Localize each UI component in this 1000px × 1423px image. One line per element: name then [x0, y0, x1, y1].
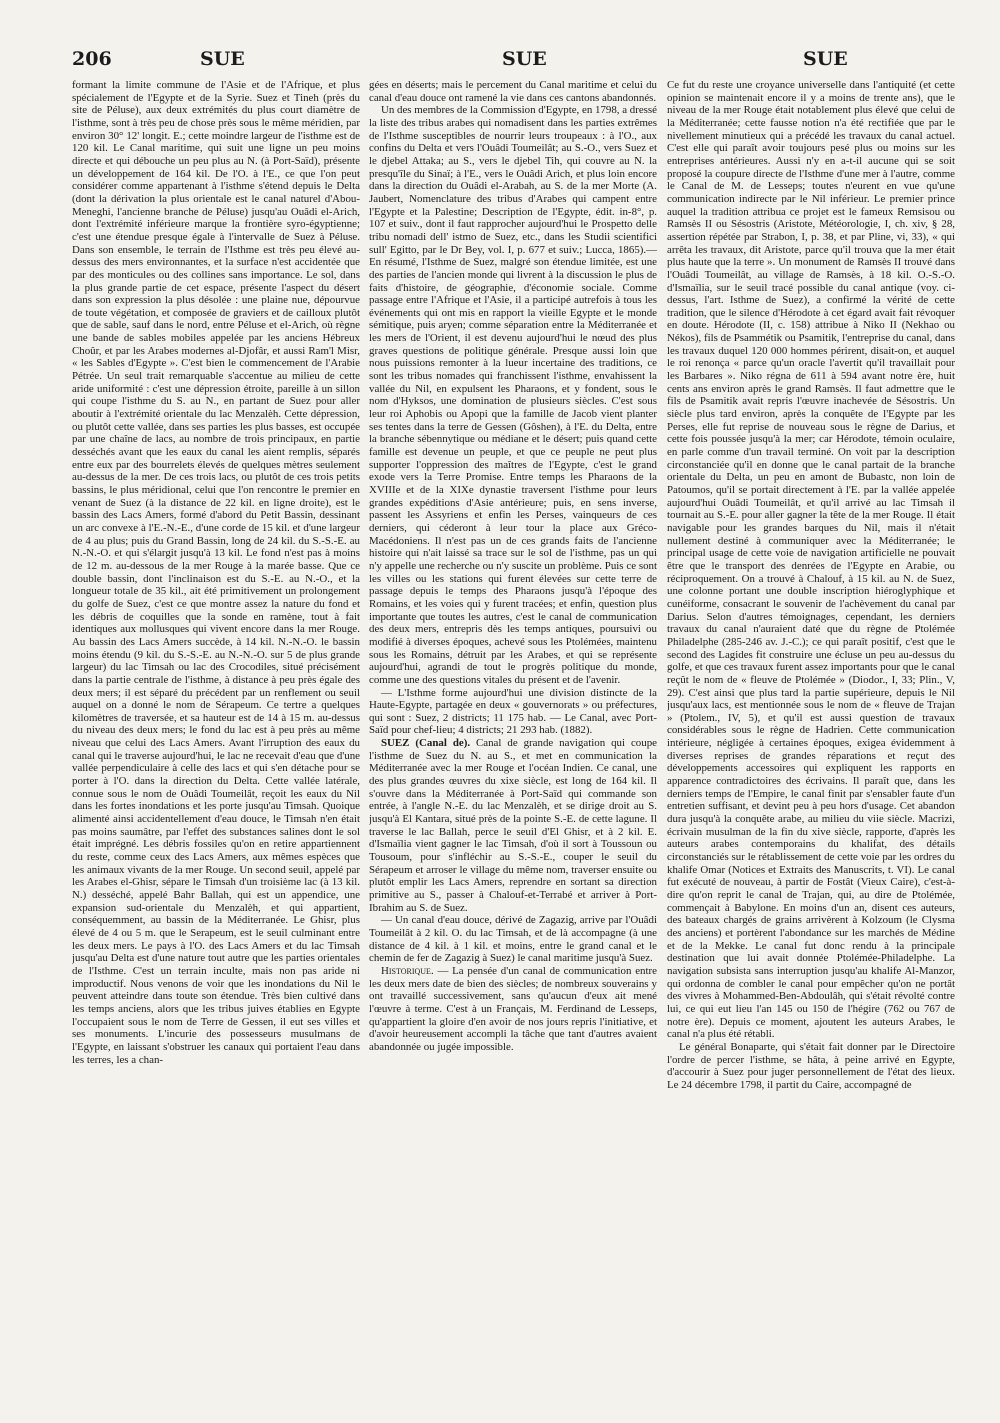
entry-text: Canal de grande navigation qui coupe l'isthme de Suez du N. au S., et met en communication la Méditerranée avec la mer Rouge et l'océan Indien. Ce canal, une des plus grandes œuvres du xixe siècle, est long de 164 kil. Il s'ouvre dans la Méditerranée à Port-Saïd qui commande son entrée, à l'angle N.-E. du lac Menzalèh, et se dirige droit au S. jusqu'à El Kantara, situé près de la pointe S.-E. de cette lagune. Il traverse le lac Ballah, perce le seuil d'El Ghisr, et à 2 kil. E. d'Ismaïlia vient gagner le lac Timsah, d'où il sort à Toussoun ou Tousoum, pour s'infléchir au S.-S.-E., couper le seuil du Sérapeum et arroser le village du même nom, traverser ensuite ou plutôt emplir les Lacs Amers, reprendre en sortant sa direction primitive au S., passer à Chalouf-et-Terrabé et arriver à Port-Ibrahim au S. de Suez. — [369, 737, 657, 914]
paragraph: Le général Bonaparte, qui s'était fait donner par le Directoire l'ordre de percer l'isthme, se hâta, à peine arrivé en Egypte, d'accourir à Suez pour juger personnellement de l'état des lieux. Le 24 décembre 1798, il partit du Caire, accompagné de — [667, 1040, 955, 1091]
entry-heading-suez-canal: SUEZ (Canal de). — [381, 737, 471, 750]
paragraph: gées en déserts; mais le percement du Canal maritime et celui du canal d'eau douce ont ramené la vie dans ces cantons abandonnés. — [369, 79, 657, 104]
paragraph: — Un canal d'eau douce, dérivé de Zagazig, arrive par l'Ouâdi Toumeilât à 2 kil. O. du lac Timsah, et de là accompagne (à une distance de 4 kil. à 1 kil. et moins, entre le grand canal et le chemin de fer de Zagazig à Suez) le canal maritime jusqu'à Suez. — [369, 914, 657, 965]
entry-paragraph — [369, 965, 657, 1054]
paragraph: Un des membres de la Commission d'Egypte, en 1798, a dressé la liste des tribus arabes qui nomadisent dans les parties extrêmes de l'Isthme susceptibles de nourrir leurs troupeaux : à l'O., aux confins du Delta et vers l'Ouâdi Toumeilât; au S.-O., vers Suez et le djebel Attaka; au S., vers le djebel Tih, qui couvre au N. la presqu'île du Sinaï; à l'E., vers le Ouâdi Arich, et plus loin encore dans la direction du Ouâdi el-Arabah, au S. de la mer Morte (A. Jaubert, Nomenclature des tribus d'Arabes qui campent entre l'Egypte et la Palestine; Description de l'Egypte, édit. in-8°, p. 107 et suiv., dont il faut rapprocher aujourd'hui le Prospetto delle tribu nomadi dell' istmo de Suez, etc., dans les Studii scientifici sull' Egitto, par le Dr Bey, vol. I, p. 677 et suiv.; Lucca, 1865).— En résumé, l'Isthme de Suez, malgré son étendue limitée, est une des parties de l'ancien monde qui livrent à la discussion le plus de faits d'histoire, de géographie, d'économie sociale. Comme passage entre l'Afrique et l'Asie, il a participé autrefois à tous les événements qui ont mis en rapport la vieille Egypte et le monde sémitique, puis aryen; comme séparation entre la Méditerranée et les mers de l'Orient, il est devenu aujourd'hui le nœud des plus graves questions de politique générale. Presque aussi loin que nous puissions remonter à la lueur incertaine des traditions, ce sont les tribus nomades qui franchissent l'isthme, envahissent la vallée du Nil, en expulsent les Pharaons, et y fondent, sous le nom d'Hyksos, une domination de plusieurs siècles. C'est sous leur roi Aphobis ou Apopi que la famille de Jacob vient planter ses tentes dans la terre de Gessen (Gôshen), à l'E. du Delta, entre la branche sébennytique ou médiane et le désert; puis quand cette famille est devenue un peuple, et que ce peuple ne peut plus supporter l'oppression des maîtres de l'Egypte, c'est le grand exode vers la Terre Promise. Entre temps les Pharaons de la XVIIIe et de la XIXe dynastie traversent l'isthme pour leurs grandes expéditions d'Asie antérieure; puis, en sens inverse, passent les Assyriens et enfin les Perses, vainqueurs de ces derniers, qui céderont à leur tour la place aux Gréco-Macédoniens. Il n'est pas un de ces grands faits de l'ancienne histoire qui n'ait laissé sa trace sur le sol de l'isthme, pas un qui n'y appelle une recherche ou n'y suscite un problème. Puis ce sont les villes ou les stations qui furent élevées sur cette terre de passage depuis le temps des Pharaons jusqu'à l'époque des Romains, et les voies qui y furent tracées; et enfin, question plus importante que toutes les autres, c'est le canal de communication des deux mers, entrepris dès les temps antiques, poursuivi ou modifié à diverses époques, achevé sous les Ptolémées, maintenu sous les Romains, détruit par les Arabes, et qui se représente aujourd'hui, agrandi de tout le progrès politique du monde, comme une des questions vitales du présent et de l'avenir. — [369, 104, 657, 686]
page-header — [72, 48, 952, 74]
paragraph: Ce fut du reste une croyance universelle dans l'antiquité (et cette opinion se maintenait encore il y a moins de trente ans), que le niveau de la mer Rouge était notablement plus élevé que celui de la Méditerranée; cette fausse notion n'a été rectifiée que par le nivellement minutieux qui a précédé les travaux du canal actuel. C'est elle qui paraît avoir toujours pesé plus ou moins sur les entreprises antérieures. Aussi n'y en a-t-il aucune qui se soit proposé la coupure directe de l'Isthme d'une mer à l'autre, comme le Canal de M. de Lesseps; toutes n'eurent en vue qu'une communication indirecte par le Nil inférieur. Le premier prince auquel la tradition attribua ce projet est le fameux Remsisou ou Ramsès II ou Sésostris (Aristote, Météorologie, I, ch. xiv, § 28, assertion répétée par Strabon, I, p. 38, et par Pline, vi, 33), « qui arrêta les travaux, dit Aristote, parce qu'il trouva que la mer était plus haute que la terre ». Un monument de Ramsès II trouvé dans l'Ouâdi Toumeilât, au village de Ramsès, à 18 kil. O.-S.-O. d'Ismaïlia, sur le seuil tracé possible du canal antique (voy. ci-dessus, l'art. Isthme de Suez), a confirmé la vérité de cette tradition, que le silence d'Hérodote à cet égard avait fait révoquer en doute. Hérodote (II, c. 158) attribue à Niko II (Nekhao ou Nékos), fils de Psammétik ou Psamitik, l'entreprise du canal, dans les travaux duquel 120 000 hommes périrent, disait-on, et auquel le roi renonça « parce qu'un oracle l'avertit qu'il travaillait pour les Barbares ». Niko régna de 611 à 594 avant notre ère, huit cents ans environ après le grand Ramsès. Il faut admettre que le fils de Psamitik avait repris l'œuvre inachevée de Sésostris. Un siècle plus tard environ, après la conquête de l'Egypte par les Perses, elle fut reprise de nouveau sous le règne de Darius, et cette fois poussée jusqu'à la mer; car Hérodote, témoin oculaire, en parle comme d'un travail terminé. On voit par la description circonstanciée qu'il en donne que le canal partait de la branche orientale du Delta, un peu en amont de Bubastc, non loin de Patoumos, qu'il se portait directement à l'E. par la vallée appelée aujourd'hui Ouâdi Toumeilât, et qu'il arrivé au lac Timsah il tournait au S.-E. pour aller gagner la tête de la mer Rouge. Il était navigable pour les grandes barques du Nil, mais il n'était nullement destiné à communiquer avec la Méditerranée; le principal usage de cette voie de navigation artificielle ne pouvait être que le transport des denrées de l'Egypte en Arabie, ou réciproquement. On a trouvé à Chalouf, à 15 kil. au N. de Suez, une colonne portant une double inscription hiéroglyphique et cunéiforme, consacrant le souvenir de l'achèvement du canal par Darius. Selon d'autres témoignages, cependant, les derniers travaux du canal n'auraient daté que du règne de Ptolémée Philadelphe (285-246 av. J.-C.); ce qui paraît positif, c'est que le second des Lagides fit construire une écluse un peu au-dessus du golfe, et que ces travaux furent assez importants pour que le canal reçût le nom de « fleuve de Ptolémée » (Diodor., I, 33; Plin., V, 29). C'est ainsi que plus tard la partie supérieure, depuis le Nil jusqu'aux lacs, est mentionnée sous le nom de « fleuve de Trajan » (Ptolem., IV, 5), et qu'il est aussi question de travaux considérables sous le règne de Hadrien. Cette communication intérieure, négligée à certaines époques, exigea évidemment à diverses reprises de grandes réparations et reçut des développements accessoires qui expliquent les rapports en apparence contradictoires des écrivains. Il paraît que, dans les derniers temps de l'Empire, le canal finit par s'ensabler faute d'un entretien suffisant, et devint peu à peu hors d'usage. Cet abandon dura jusqu'à la conquête arabe, au milieu du viie siècle. Macrizi, écrivain musulman de la fin du xive siècle, rapporte, d'après les auteurs arabes contemporains du khalifat, des détails circonstanciés sur le rétablissement de cette voie par les ordres du khalife Omar (Notices et Extraits des Manuscrits, t. VI). Le canal fut exécuté de nouveau, à partir de Fostât (Vieux Caire), c'est-à-dire qu'on reprit le canal de Trajan, qui, au dire de Ptolémée, commençait à Babylone. En moins d'un an, disent ces auteurs, des bateaux chargés de grains arrivèrent à Kolzoum (le Clysma des anciens) et portèrent l'abondance sur les marchés de Médine et de la Mekke. Le canal fut donc rendu à la principale destination que lui avait donnée Ptolémée-Philadelphe. La navigation subsista sans interruption jusqu'au khalife Al-Manzor, qui ordonna de combler le canal pour empêcher qu'on ne portât des vivres à Mohammed-Ben-Abdoulâh, qui s'était révolté contre lui, ce qui eut lieu l'an 145 ou 150 de l'hégire (762 ou 767 de notre ère). Depuis ce moment, ajoutent les auteurs Arabes, le canal n'a plus été rétabli. — [667, 79, 955, 1041]
running-head-center: SUE — [502, 48, 547, 70]
paragraph: — L'Isthme forme aujourd'hui une division distincte de la Haute-Egypte, partagée en deux « gouvernorats » ou préfectures, qui sont : Suez, 2 districts; 11 175 hab. — Le Canal, avec Port-Saïd pour chef-lieu; 4 districts; 21 293 hab. (1882). — [369, 686, 657, 737]
entry-text: — La pensée d'un canal de communication entre les deux mers date de bien des siècles; de nombreux souverains y ont travaillé successivement, sans qu'aucun d'eux ait mené l'œuvre à terme. C'est à un Français, M. Ferdinand de Lesseps, qu'appartient la gloire d'en avoir de nos jours repris l'initiative, et d'avoir heureusement accompli la tâche que tant d'autres avaient abandonnée ou jugée impossible. — [369, 964, 657, 1053]
text-column-2 — [369, 79, 657, 1369]
text-column-1 — [72, 79, 360, 1369]
section-heading-historique: Historique. — [381, 964, 434, 977]
running-head-left: SUE — [200, 48, 245, 70]
entry-paragraph — [369, 737, 657, 914]
text-column-3 — [667, 79, 955, 1369]
paragraph: formant la limite commune de l'Asie et de l'Afrique, et plus spécialement de l'Egypte et de la Syrie. Suez et Tineh (près du site de Péluse), aux deux extrémités du plus court diamètre de l'isthme, sont à très peu de chose près sous le même méridien, par environ 30° 12' longit. E.; cette moindre largeur de l'isthme est de 120 kil. Le Canal maritime, qui suit une ligne un peu moins directe et qui débouche un peu plus au N. (à Port-Saïd), présente un développement de 164 kil. De l'O. à l'E., ce que l'on peut considérer comme appartenant à l'isthme s'étend depuis le Delta (dont la dérivation la plus orientale est le canal naturel d'Abou-Meneghi, l'ancienne branche de Péluse) jusqu'au Ouâdi el-Arich, dont l'extrémité inférieure marque la frontière syro-égyptienne; c'est une étendue presque égale à l'intervalle de Suez à Péluse. Dans son ensemble, le terrain de l'Isthme est très peu élevé au-dessus des mers environnantes, et la surface n'est accidentée que par des monticules ou des collines sans importance. Le sol, dans la plus grande partie de cet espace, présente l'aspect du désert dans son expression la plus désolée : une plaine nue, dépourvue de toute végétation, et composée de graviers et de cailloux plutôt que de sable, sauf dans le nord, entre Péluse et el-Arich, où règne une bande de sables mobiles appelée par les anciens Hébreux Choûr, et par les Arabes modernes al-Djofâr, et aussi Ram'l Misr, « les Sables d'Egypte ». C'est bien le commencement de l'Arabie Pétrée. Un seul trait remarquable s'accentue au milieu de cette aride uniformité : c'est une dépression étroite, pareille à un sillon qui coupe l'isthme du S. au N., en partant de Suez pour aller aboutir à l'extrémité orientale du lac Menzalèh. Cette dépression, ou plutôt cette vallée, dans ses parties les plus basses, est occupée par une chaîne de lacs, au nombre de trois principaux, en partie desséchés avant que les eaux du canal les aient remplis, séparés entre eux par des bourrelets élevés de quelques mètres seulement au-dessus de la mer. De ces trois lacs, ou plutôt de ces trois petits bassins, le plus méridional, celui que l'on rencontre le premier en venant de Suez (à la distance de 22 kil. en ligne droite), est le bassin des Lacs Amers, formé d'abord du Petit Bassin, dessinant un arc convexe à l'E.-N.-E., d'une corde de 15 kil. et d'une largeur de 4 au plus; puis du Grand Bassin, long de 24 kil. du S.-S.-E. au N.-N.-O. et qui s'élargit jusqu'à 13 kil. Le fond n'est pas à moins de 12 m. au-dessous de la mer Rouge à la marée basse. Que ce double bassin, dont l'inclinaison est du S.-E. au N.-O., et la longueur totale de 35 kil., ait été primitivement un prolongement du golfe de Suez, c'est ce que montre assez la nature du fond et les débris de coquilles que la sonde en ramène, tout à fait identiques aux mollusques qui vivent encore dans la mer Rouge. Au bassin des Lacs Amers succède, à 14 kil. N.-N.-O. le bassin moins étendu (9 kil. du S.-S.-E. au N.-N.-O. sur 5 de plus grande largeur) du lac Timsah ou lac des Crocodiles, situé précisément dans la partie centrale de l'isthme, à distance à peu près égale des deux mers; il est séparé du précédent par un renflement ou seuil auquel on a donné le nom de Sérapeum. Ce tertre a quelques kilomètres de traversée, et sa hauteur est de 14 à 15 m. au-dessus du niveau des deux mers; le fond du lac est à peu près au même niveau que celui des Lacs Amers. Avant l'irruption des eaux du canal qui le traverse aujourd'hui, le lac ne recevait d'eau que d'une vallée perpendiculaire à celle des lacs et qui s'en détache pour se porter à l'O. dans la direction du Delta. Cette vallée latérale, connue sous le nom de Ouâdi Toumeilât, reçoit les eaux du Nil dans les fortes inondations et les porte jusqu'au Timsah. Quoique alimenté ainsi accidentellement d'eau douce, le Timsah n'en était pas moins saumâtre, par l'effet des substances salines dont le sol était imprégné. Les débris fossiles qu'on en retire appartiennent du reste, comme ceux des Lacs Amers, aux mêmes espèces que les animaux vivants de la mer Rouge. Un second seuil, appelé par les Arabes el-Ghisr, sépare le Timsah d'un troisième lac (à 13 kil. N.) desséché, appelé Bahr Ballah, qui est un appendice, une expansion sud-orientale du Menzalèh, et qui appartient, conséquemment, au bassin de la Méditerranée. Le Ghisr, plus élevé de 4 ou 5 m. que le Serapeum, est le seuil culminant entre les deux mers. Le pays à l'O. des Lacs Amers et du lac Timsah jusqu'au Delta est d'une nature tout autre que les parties orientales de l'Isthme. C'est un terrain inculte, mais non pas aride ni improductif. Nous venons de voir que les inondations du Nil le peuvent atteindre dans toute son étendue. Très bien cultivé dans les temps anciens, alors que les tribus juives établies en Egypte l'occupaient sous le nom de Terre de Gessen, il eut ses villes et ses monuments. L'incurie des possesseurs musulmans de l'Egypte, en laissant s'obstruer les canaux qui portaient l'eau dans les terres, les a chan- — [72, 79, 360, 1066]
running-head-right: SUE — [803, 48, 848, 70]
page-number: 206 — [72, 48, 112, 70]
